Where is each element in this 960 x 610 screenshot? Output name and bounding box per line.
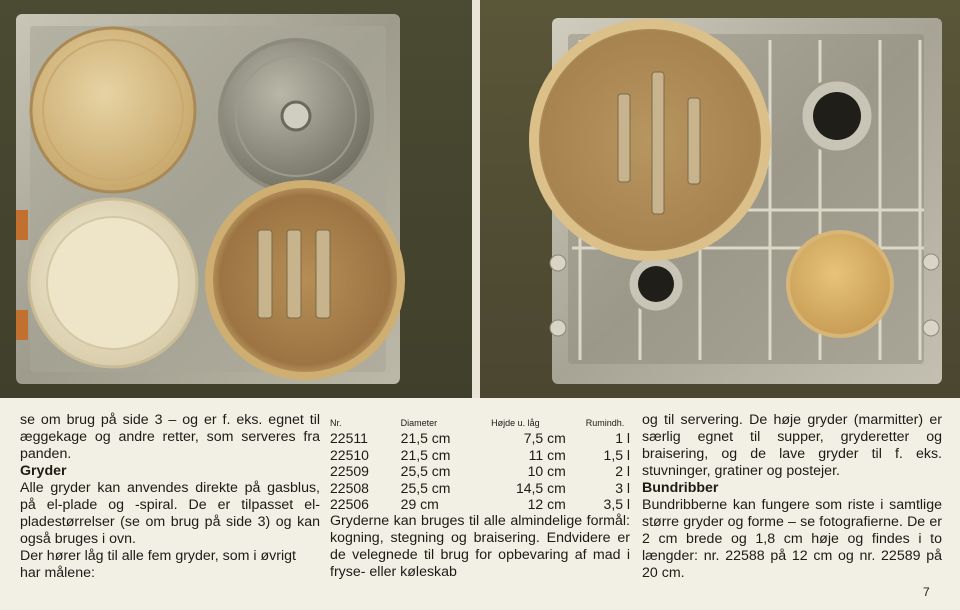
cell-nr: 22506 xyxy=(330,496,369,512)
cell-diameter: 25,5 cm xyxy=(400,479,451,496)
table-row xyxy=(330,480,630,497)
cell-capacity: 2 l xyxy=(615,463,630,479)
cell-height: 12 cm xyxy=(527,496,566,512)
cell-capacity: 1,5 l xyxy=(603,446,630,463)
table-row xyxy=(330,496,630,513)
gas-hob-illustration xyxy=(480,0,960,398)
cell-diameter: 21,5 cm xyxy=(400,446,451,463)
text-column-1 xyxy=(20,412,320,582)
section-heading-bundribber: Bundribber xyxy=(642,480,719,496)
header-capacity: Rumindh. xyxy=(585,418,625,428)
photo-electric-hob xyxy=(0,0,472,398)
electric-hob-illustration xyxy=(0,0,472,398)
table-row xyxy=(330,430,630,447)
pot-dimensions-table xyxy=(330,418,630,513)
cell-nr: 22510 xyxy=(330,446,369,463)
cell-capacity: 1 l xyxy=(615,430,630,446)
cell-diameter: 29 cm xyxy=(400,496,439,512)
cell-diameter: 21,5 cm xyxy=(400,430,451,446)
usage-paragraph: Gryderne kan bruges til alle almindelige formål: kogning, stegning og braisering. Endvidere er de velegnede til brug for opbevaring af mad i fryse- eller køleskab xyxy=(330,512,630,580)
cell-height: 14,5 cm xyxy=(515,479,566,496)
cell-nr: 22509 xyxy=(330,463,369,479)
cell-height: 10 cm xyxy=(527,463,566,479)
text-column-2 xyxy=(330,418,630,581)
header-height: Højde u. låg xyxy=(491,418,540,428)
cell-nr: 22511 xyxy=(330,430,368,446)
cell-height: 11 cm xyxy=(528,446,566,463)
cell-height: 7,5 cm xyxy=(523,430,566,446)
measurements-intro-paragraph: Der hører låg til alle fem gryder, som i øvrigt har målene: xyxy=(20,548,296,581)
table-row xyxy=(330,447,630,464)
cell-capacity: 3,5 l xyxy=(603,496,630,512)
intro-paragraph: se om brug på side 3 – og er f. eks. egnet til æggekage og andre retter, som serveres fra panden. xyxy=(20,412,320,462)
cell-diameter: 25,5 cm xyxy=(400,463,451,479)
text-column-3 xyxy=(642,412,942,582)
table-row xyxy=(330,463,630,480)
header-nr: Nr. xyxy=(330,418,342,428)
serving-paragraph: og til servering. De høje gryder (marmitter) er særlig egnet til supper, gryderetter og braisering, og de lave gryder til f. eks. stuvninger, gratiner og postejer. xyxy=(642,412,942,479)
page-number: 7 xyxy=(923,585,930,599)
header-diameter: Diameter xyxy=(400,418,438,428)
gryder-paragraph: Alle gryder kan anvendes direkte på gasblus, på el-plade og -spiral. De er tilpasset el-pladestørrelser (se om brug på side 3) og kan også bruges i ovn. xyxy=(20,480,320,547)
section-heading-gryder: Gryder xyxy=(20,463,67,479)
photo-gas-hob xyxy=(480,0,960,398)
cell-nr: 22508 xyxy=(330,479,369,496)
table-header-row xyxy=(330,418,630,430)
bundribber-paragraph: Bundribberne kan fungere som riste i samtlige større gryder og forme – se fotografierne. De er 2 cm brede og 1,8 cm høje og findes i to længder: nr. 22588 på 12 cm og nr. 22589 på 20 cm. xyxy=(642,497,942,581)
cell-capacity: 3 l xyxy=(615,479,630,496)
page-gutter xyxy=(472,0,480,398)
